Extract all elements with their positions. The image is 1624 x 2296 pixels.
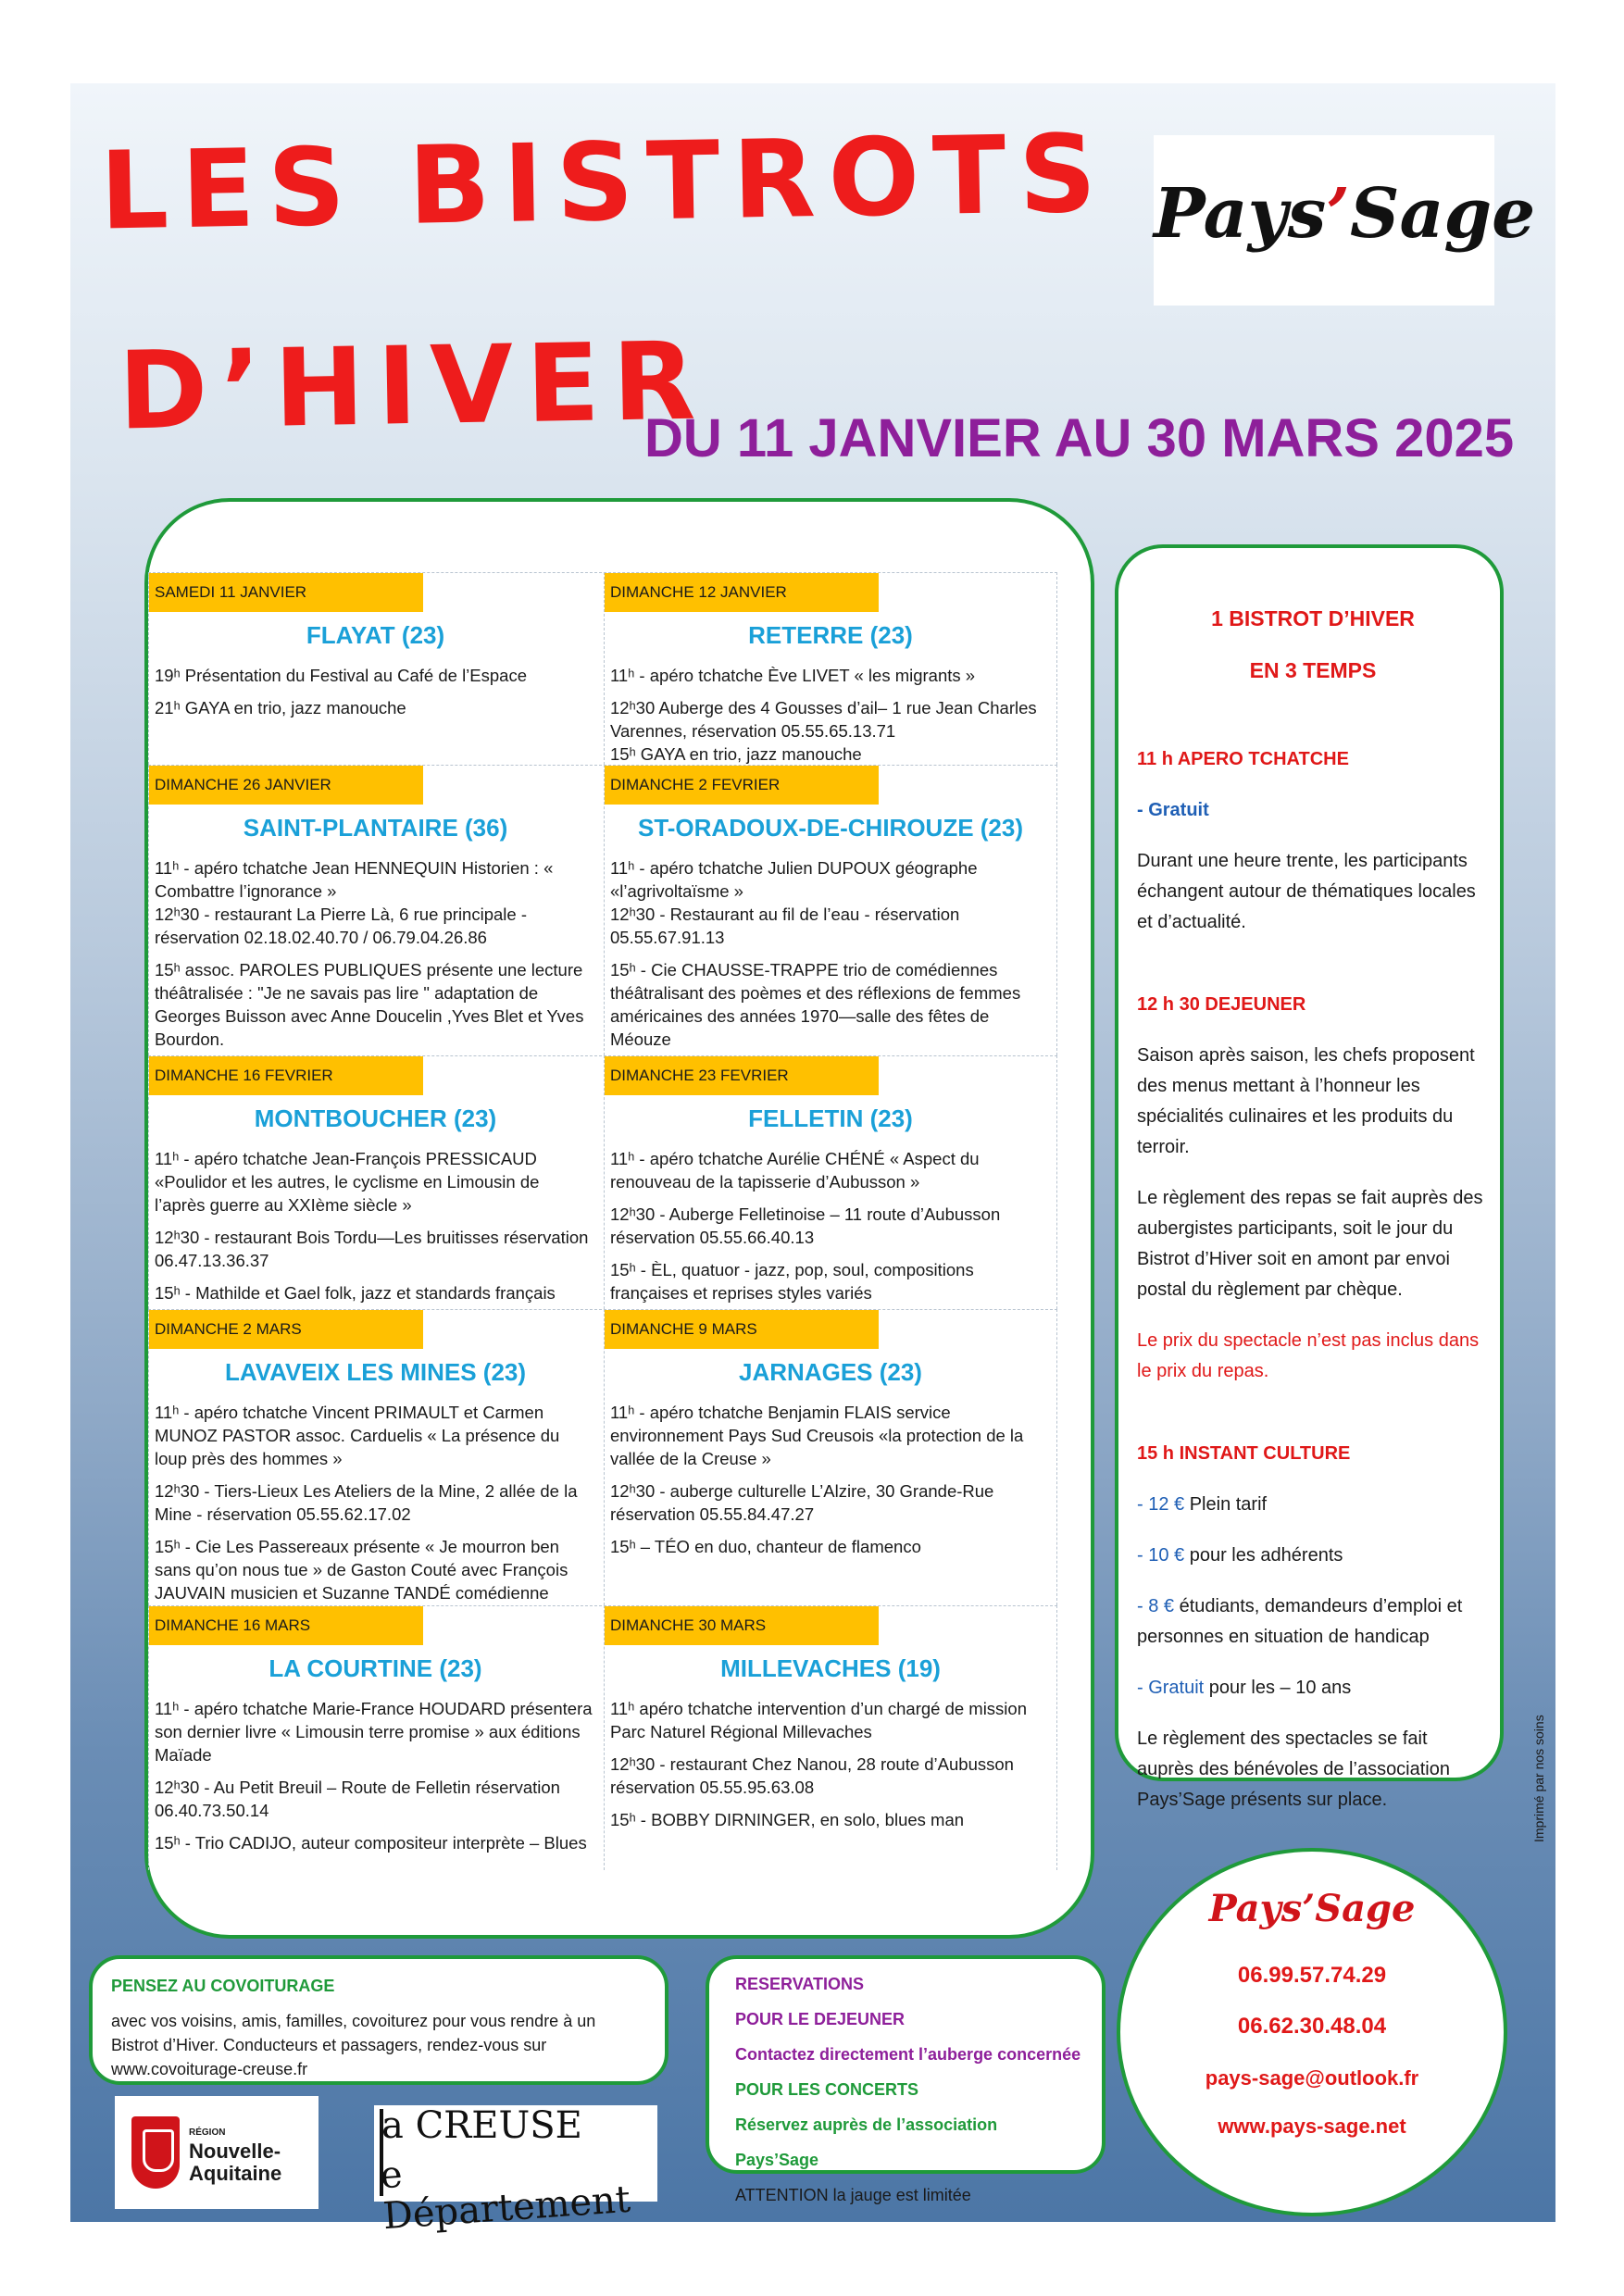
reservations-title: RESERVATIONS	[735, 1975, 865, 1993]
event-line: 11ʰ - apéro tchatche Aurélie CHÉNÉ « Aspect du renouveau de la tapisserie d’Aubusson »	[610, 1149, 980, 1192]
event-place: LA COURTINE (23)	[269, 1654, 482, 1682]
lunch-heading: 12 h 30 DEJEUNER	[1137, 994, 1306, 1015]
price-full: - 12 € Plein tarif	[1137, 1494, 1268, 1515]
phone-1[interactable]: 06.99.57.74.29	[1237, 1963, 1387, 1988]
event-date: DIMANCHE 30 MARS	[605, 1606, 879, 1645]
event-line: 12ʰ30 - restaurant Bois Tordu—Les bruitisses réservation 06.47.13.36.37	[155, 1228, 589, 1270]
event-place: MONTBOUCHER (23)	[254, 1104, 497, 1132]
event-line: 15ʰ - BOBBY DIRNINGER, en solo, blues man	[610, 1810, 965, 1829]
culture-heading: 15 h INSTANT CULTURE	[1137, 1443, 1351, 1464]
lunch-note: Le prix du spectacle n’est pas inclus dans le prix du repas.	[1137, 1330, 1480, 1381]
event-line: 15ʰ - Mathilde et Gael folk, jazz et standards français	[155, 1283, 556, 1303]
event-date: DIMANCHE 2 FEVRIER	[605, 766, 879, 805]
reservations-box	[706, 1955, 1106, 2204]
culture-payment-text: Le règlement des spectacles se fait auprès des bénévoles de l’association Pays’Sage présents sur place.	[1137, 1728, 1450, 1810]
price-members: - 10 € pour les adhérents	[1137, 1545, 1343, 1566]
nouvelle-aquitaine-logo: RÉGION Nouvelle- Aquitaine	[115, 2096, 319, 2209]
phone-2[interactable]: 06.62.30.48.04	[1237, 2014, 1387, 2039]
event-line: 12ʰ30 - Auberge Felletinoise – 11 route d’Aubusson réservation 05.55.66.40.13	[610, 1204, 1001, 1247]
event-date: SAMEDI 11 JANVIER	[149, 573, 423, 612]
event-card	[148, 765, 602, 1055]
apero-price: - Gratuit	[1137, 800, 1209, 820]
lunch-payment-text: Le règlement des repas se fait auprès des aubergistes participants, soit le jour du Bistrot d’Hiver soit en amont par envoi postal du règlement par chèque.	[1137, 1188, 1483, 1300]
event-place: FELLETIN (23)	[748, 1104, 913, 1132]
apero-heading: 11 h APERO TCHATCHE	[1137, 749, 1349, 769]
panel-subtitle: EN 3 TEMPS	[1249, 658, 1377, 682]
event-line: 15ʰ - Cie Les Passereaux présente « Je mourron ben sans qu’on nous tue » de Gaston Couté avec François JAUVAIN musicien et Suzanne TANDÉ comédienne	[155, 1537, 568, 1603]
event-date: DIMANCHE 16 MARS	[149, 1606, 423, 1645]
email-link[interactable]: pays-sage@outlook.fr	[1205, 2066, 1419, 2090]
event-line: 11ʰ - apéro tchatche Ève LIVET « les migrants »	[610, 666, 976, 685]
printed-note: Imprimé par nos soins	[1531, 1715, 1546, 1842]
event-place: ST-ORADOUX-DE-CHIROUZE (23)	[637, 814, 1023, 842]
event-date: DIMANCHE 23 FEVRIER	[605, 1056, 879, 1095]
event-dates: DU 11 JANVIER AU 30 MARS 2025	[644, 408, 1515, 468]
event-card	[148, 1605, 602, 1870]
contact-logo: Pays’Sage	[1208, 1887, 1416, 1930]
event-line: 21ʰ GAYA en trio, jazz manouche	[155, 698, 406, 718]
event-line: 12ʰ30 - Restaurant au fil de l’eau - réservation 05.55.67.91.13	[610, 905, 960, 947]
concert-reservation-text: Réservez auprès de l’association Pays’Sage	[735, 2115, 998, 2169]
event-line: 11ʰ - apéro tchatche Marie-France HOUDARD présentera son dernier livre « Limousin terre promise » aux éditions Maïade	[155, 1699, 593, 1765]
price-free: - Gratuit pour les – 10 ans	[1137, 1678, 1352, 1698]
event-card	[148, 1309, 602, 1605]
carpool-text: avec vos voisins, amis, familles, covoiturez pour vous rendre à un Bistrot d’Hiver. Conducteurs et passagers, rendez-vous sur www.covoiturage-creuse.fr	[111, 2012, 596, 2078]
contact-circle	[1117, 1848, 1507, 2216]
event-line: 11ʰ - apéro tchatche Benjamin FLAIS service environnement Pays Sud Creusois «la protection de la vallée de la Creuse »	[610, 1403, 1024, 1468]
lunch-reservation-heading: POUR LE DEJEUNER	[735, 2010, 906, 2028]
event-date: DIMANCHE 9 MARS	[605, 1310, 879, 1349]
event-line: 12ʰ30 - restaurant Chez Nanou, 28 route d’Aubusson réservation 05.55.95.63.08	[610, 1754, 1014, 1797]
event-date: DIMANCHE 26 JANVIER	[149, 766, 423, 805]
event-date: DIMANCHE 12 JANVIER	[605, 573, 879, 612]
creuse-departement-logo: a CREUSE e Département	[374, 2105, 657, 2202]
event-place: JARNAGES (23)	[739, 1358, 922, 1386]
capacity-warning: ATTENTION la jauge est limitée	[735, 2186, 971, 2204]
event-line: 12ʰ30 - Tiers-Lieux Les Ateliers de la Mine, 2 allée de la Mine - réservation 05.55.62.17.02	[155, 1481, 578, 1524]
website-link[interactable]: www.pays-sage.net	[1218, 2115, 1406, 2138]
event-place: FLAYAT (23)	[306, 621, 445, 649]
event-line: 11ʰ - apéro tchatche Jean HENNEQUIN Historien : « Combattre l’ignorance »	[155, 858, 554, 901]
event-date: DIMANCHE 2 MARS	[149, 1310, 423, 1349]
carpool-box	[89, 1955, 668, 2085]
event-place: RETERRE (23)	[748, 621, 913, 649]
price-reduced: - 8 € étudiants, demandeurs d’emploi et personnes en situation de handicap	[1137, 1596, 1463, 1647]
poster-title-line1: LES BISTROTS	[98, 111, 1111, 255]
event-line: 12ʰ30 Auberge des 4 Gousses d’ail– 1 rue Jean Charles Varennes, réservation 05.55.65.13.71	[610, 698, 1037, 741]
event-line: 15ʰ assoc. PAROLES PUBLIQUES présente une lecture théâtralisée : "Je ne savais pas lire " adaptation de Georges Buisson avec Anne Doucelin ,Yves Blet et Yves Bourdon.	[155, 960, 584, 1049]
lunch-text: Saison après saison, les chefs proposent des menus mettant à l’honneur les spécialités culinaires et les produits du terroir.	[1137, 1045, 1475, 1157]
region-shield-icon	[131, 2116, 180, 2189]
event-card	[604, 1055, 1057, 1309]
event-line: 15ʰ - Cie CHAUSSE-TRAPPE trio de comédiennes théâtralisant des poèmes et des réflexions de femmes américaines des années 1970—salle des fêtes de Méouze	[610, 960, 1021, 1049]
panel-title: 1 BISTROT D’HIVER	[1211, 606, 1415, 630]
event-line: 12ʰ30 - restaurant La Pierre Là, 6 rue principale - réservation 02.18.02.40.70 / 06.79.04.26.86	[155, 905, 527, 947]
event-line: 19ʰ Présentation du Festival au Café de l’Espace	[155, 666, 527, 685]
event-line: 15ʰ GAYA en trio, jazz manouche	[610, 744, 862, 764]
event-place: LAVAVEIX LES MINES (23)	[224, 1358, 527, 1386]
carpool-title: PENSEZ AU COVOITURAGE	[111, 1977, 335, 1995]
event-card	[604, 572, 1057, 765]
three-times-panel	[1115, 544, 1504, 1810]
event-card	[604, 1605, 1057, 1870]
event-card	[604, 765, 1057, 1055]
event-line: 15ʰ – TÉO en duo, chanteur de flamenco	[610, 1537, 921, 1556]
event-line: 12ʰ30 - auberge culturelle L’Alzire, 30 Grande-Rue réservation 05.55.84.47.27	[610, 1481, 994, 1524]
event-card	[148, 1055, 602, 1309]
event-line: 11ʰ apéro tchatche intervention d’un chargé de mission Parc Naturel Régional Millevaches	[610, 1699, 1027, 1741]
event-line: 15ʰ - ÈL, quatuor - jazz, pop, soul, compositions françaises et reprises styles variés	[610, 1260, 974, 1303]
event-line: 11ʰ - apéro tchatche Jean-François PRESSICAUD «Poulidor et les autres, le cyclisme en Limousin de l’après guerre au XXIème siècle »	[155, 1149, 540, 1215]
event-card	[604, 1309, 1057, 1605]
event-line: 11ʰ - apéro tchatche Vincent PRIMAULT et Carmen MUNOZ PASTOR assoc. Carduelis « La présence du loup près des hommes »	[155, 1403, 560, 1468]
event-line: 15ʰ - Trio CADIJO, auteur compositeur interprète – Blues	[155, 1833, 587, 1853]
pays-sage-logo: Pays’Sage	[1154, 135, 1494, 306]
apero-text: Durant une heure trente, les participants échangent autour de thématiques locales et d’actualité.	[1137, 851, 1476, 932]
lunch-reservation-text: Contactez directement l’auberge concernée	[735, 2045, 1081, 2064]
event-place: MILLEVACHES (19)	[720, 1654, 941, 1682]
event-line: 11ʰ - apéro tchatche Julien DUPOUX géographe «l’agrivoltaïsme »	[610, 858, 978, 901]
event-place: SAINT-PLANTAIRE (36)	[243, 814, 508, 842]
event-line: 12ʰ30 - Au Petit Breuil – Route de Felletin réservation 06.40.73.50.14	[155, 1778, 560, 1820]
concert-reservation-heading: POUR LES CONCERTS	[735, 2080, 919, 2099]
event-card	[148, 572, 602, 765]
poster-title-line2: D’HIVER	[117, 318, 710, 455]
events-grid	[148, 572, 1057, 1870]
event-date: DIMANCHE 16 FEVRIER	[149, 1056, 423, 1095]
